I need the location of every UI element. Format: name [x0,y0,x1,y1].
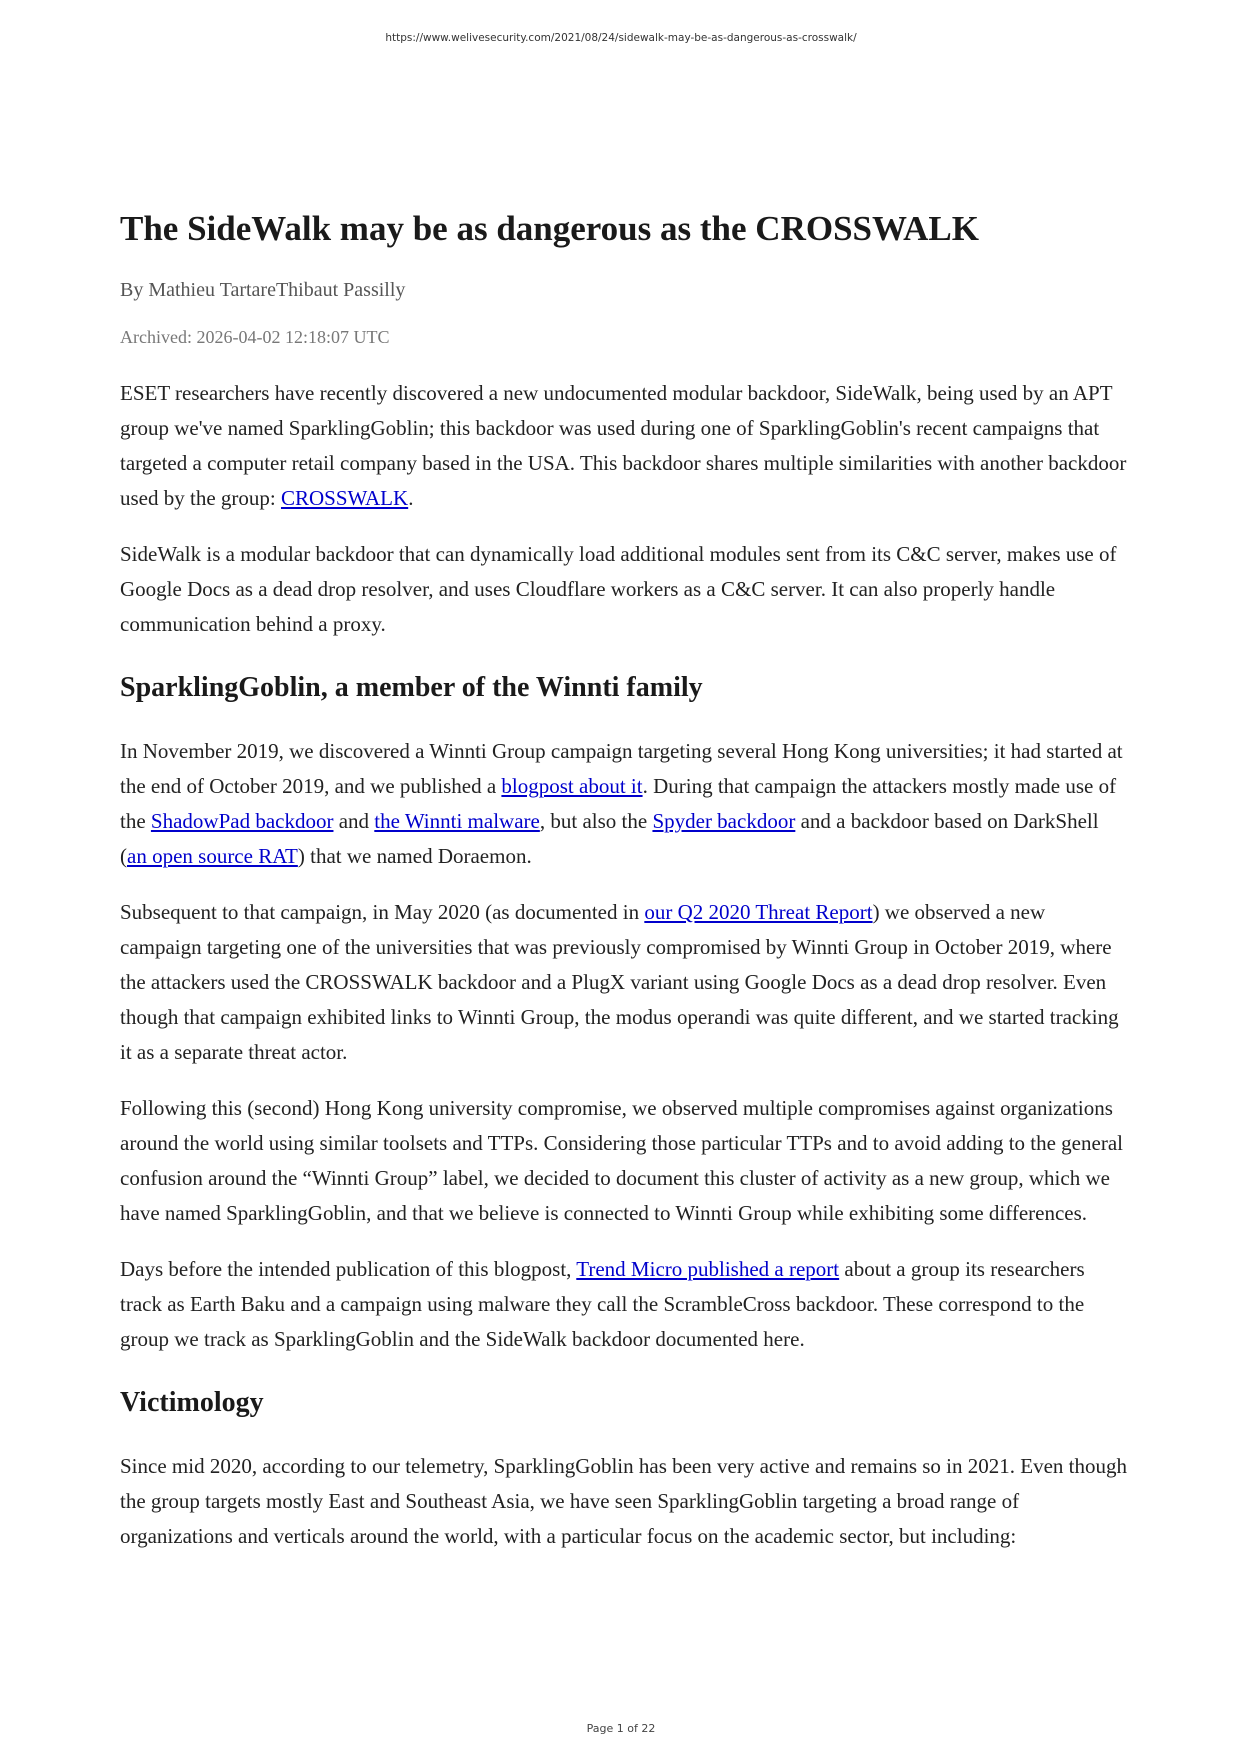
text-span: ) that we named Doraemon. [297,844,532,868]
spyder-backdoor-link[interactable]: Spyder backdoor [652,809,796,833]
intro-paragraph-2: SideWalk is a modular backdoor that can dynamically load additional modules sent from its C&C server, makes use of Google Docs as a dead drop resolver, and uses Cloudflare workers as a C&C server. It can also properly handle communication behind a proxy. [120,542,1117,636]
blogpost-link[interactable]: blogpost about it [501,774,643,798]
article-title: The SideWalk may be as dangerous as the CROSSWALK [120,209,979,248]
section-heading-victimology: Victimology [120,1387,264,1418]
page-number: Page 1 of 22 [586,1722,656,1735]
text-span: and [333,809,375,833]
text-span: Days before the intended publication of this blogpost, [120,1257,577,1281]
crosswalk-link[interactable]: CROSSWALK [280,486,409,510]
section1-paragraph-1 [120,734,1130,874]
page-url-header: https://www.welivesecurity.com/2021/08/24/sidewalk-may-be-as-dangerous-as-crosswalk/ [385,32,857,44]
text-span: ESET researchers have recently discovered a new undocumented modular backdoor, SideWalk, being used by an APT group we've named SparklingGoblin; this backdoor was used during one of SparklingGoblin's recent campaigns that targeted a computer retail company based in the USA. This backdoor shares multiple similarities with another backdoor used by the group: [120,381,1127,510]
section2-paragraph-1: Since mid 2020, according to our telemetry, SparklingGoblin has been very active and remains so in 2021. Even though the group targets mostly East and Southeast Asia, we have seen SparklingGoblin targeting a broad range of organizations and verticals around the world, with a particular focus on the academic sector, but including: [120,1454,1127,1548]
text-span: In November 2019, we discovered a Winnti Group campaign targeting several Hong Kong universities; it had started at the end of October 2019, and we published a [120,739,1123,798]
section1-paragraph-2 [120,895,1130,1070]
article [120,208,1130,1575]
winnti-malware-link[interactable]: the Winnti malware [374,809,540,833]
text-span: ) we observed a new campaign targeting one of the universities that was previously compromised by Winnti Group in October 2019, where the attackers used the CROSSWALK backdoor and a PlugX variant using Google Docs as a dead drop resolver. Even though that campaign exhibited links to Winnti Group, the modus operandi was quite different, and we started tracking it as a separate threat actor. [120,900,1119,1064]
text-span: . [408,486,414,510]
text-span: , but also the [539,809,653,833]
section1-paragraph-4 [120,1252,1130,1357]
text-span: about a group its researchers track as Earth Baku and a campaign using malware they call the ScrambleCross backdoor. These correspond to the group we track as SparklingGoblin and the SideWalk backdoor documented here. [120,1257,1085,1351]
shadowpad-link[interactable]: ShadowPad backdoor [150,809,334,833]
trend-micro-report-link[interactable]: Trend Micro published a report [576,1257,840,1281]
text-span: . During that campaign the attackers mostly made use of the [120,774,1117,833]
archived-timestamp: Archived: 2026-04-02 12:18:07 UTC [120,327,390,347]
open-source-rat-link[interactable]: an open source RAT [127,844,298,868]
section-heading-sparklinggoblin: SparklingGoblin, a member of the Winnti family [120,672,703,703]
text-span: and a backdoor based on DarkShell ( [120,809,1099,868]
article-byline: By Mathieu TartareThibaut Passilly [120,279,406,301]
section1-paragraph-3: Following this (second) Hong Kong university compromise, we observed multiple compromises against organizations around the world using similar toolsets and TTPs. Considering those particular TTPs and to avoid adding to the general confusion around the “Winnti Group” label, we decided to document this cluster of activity as a new group, which we have named SparklingGoblin, and that we believe is connected to Winnti Group while exhibiting some differences. [120,1096,1123,1225]
text-span: Subsequent to that campaign, in May 2020 (as documented in [120,900,645,924]
intro-paragraph-1 [120,376,1130,516]
threat-report-link[interactable]: our Q2 2020 Threat Report [644,900,873,924]
